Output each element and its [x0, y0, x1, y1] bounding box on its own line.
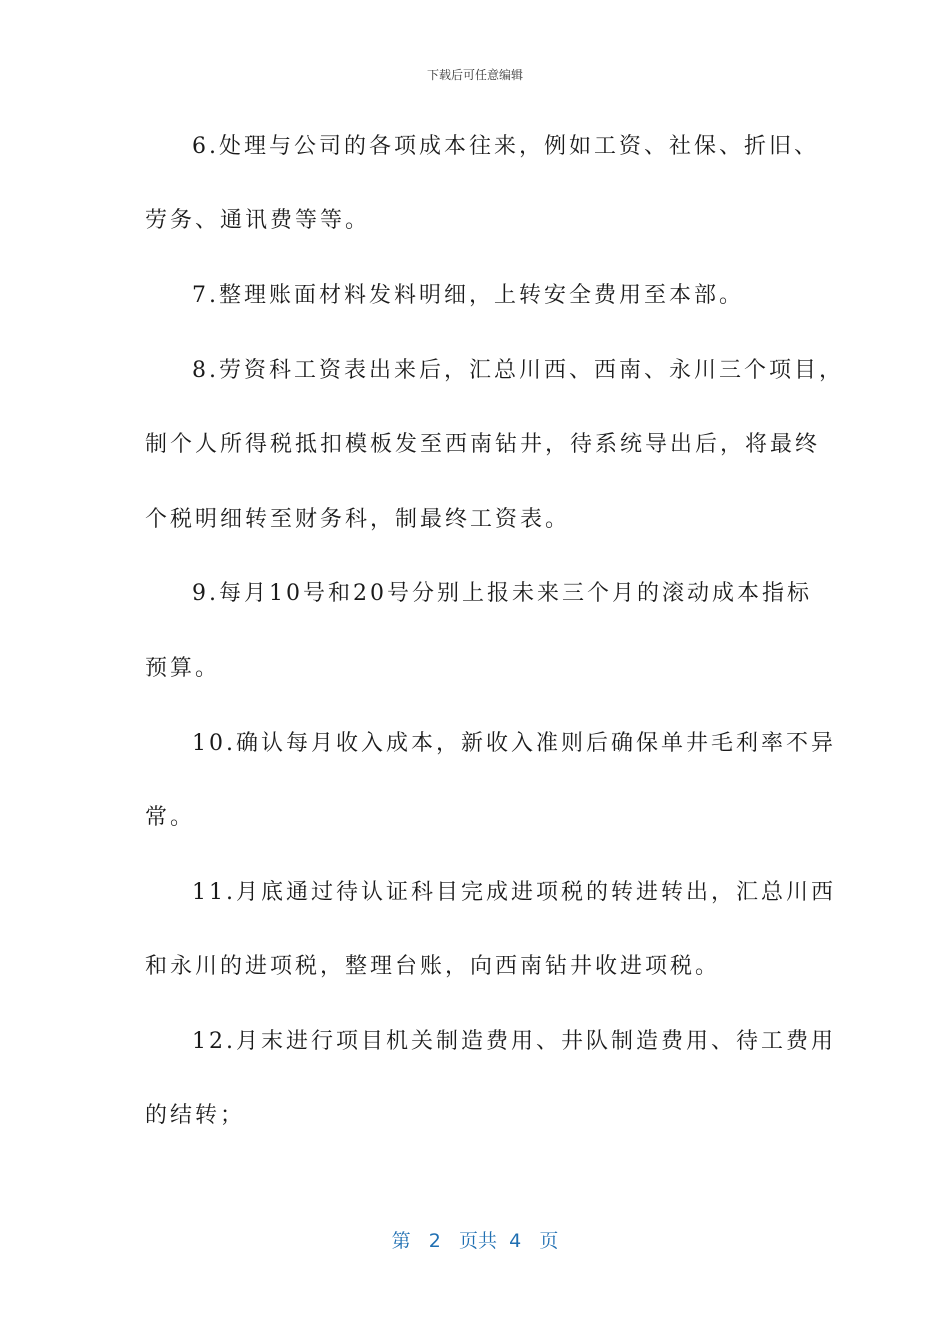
page-label-prefix: 第	[391, 1230, 411, 1252]
paragraph-line: 的结转；	[145, 1103, 246, 1128]
page-label-mid: 页共	[459, 1230, 498, 1252]
paragraph-line: 8.劳资科工资表出来后，汇总川西、西南、永川三个项目，	[192, 358, 844, 383]
total-pages-number: 4	[509, 1230, 522, 1252]
paragraph-line: 12.月末进行项目机关制造费用、井队制造费用、待工费用	[192, 1029, 836, 1054]
paragraph-line: 和永川的进项税，整理台账，向西南钻井收进项税。	[145, 954, 721, 979]
paragraph-line: 6.处理与公司的各项成本往来，例如工资、社保、折旧、	[192, 134, 819, 159]
paragraph-line: 常。	[145, 805, 196, 830]
paragraph-line: 制个人所得税抵扣模板发至西南钻井，待系统导出后，将最终	[145, 432, 821, 457]
header-note: 下载后可任意编辑	[426, 68, 523, 82]
paragraph-line: 10.确认每月收入成本，新收入准则后确保单井毛利率不异	[192, 731, 836, 756]
paragraph-line: 劳务、通讯费等等。	[145, 208, 371, 233]
paragraph-line: 9.每月10号和20号分别上报未来三个月的滚动成本指标	[192, 581, 812, 606]
paragraph-line: 11.月底通过待认证科目完成进项税的转进转出，汇总川西	[192, 880, 836, 905]
paragraph-line: 预算。	[145, 656, 221, 681]
paragraph-line: 个税明细转至财务科，制最终工资表。	[145, 507, 571, 532]
page-label-suffix: 页	[539, 1230, 559, 1252]
paragraph-line: 7.整理账面材料发料明细，上转安全费用至本部。	[192, 283, 744, 308]
current-page-number: 2	[428, 1230, 441, 1252]
page-number-footer	[0, 1226, 950, 1253]
